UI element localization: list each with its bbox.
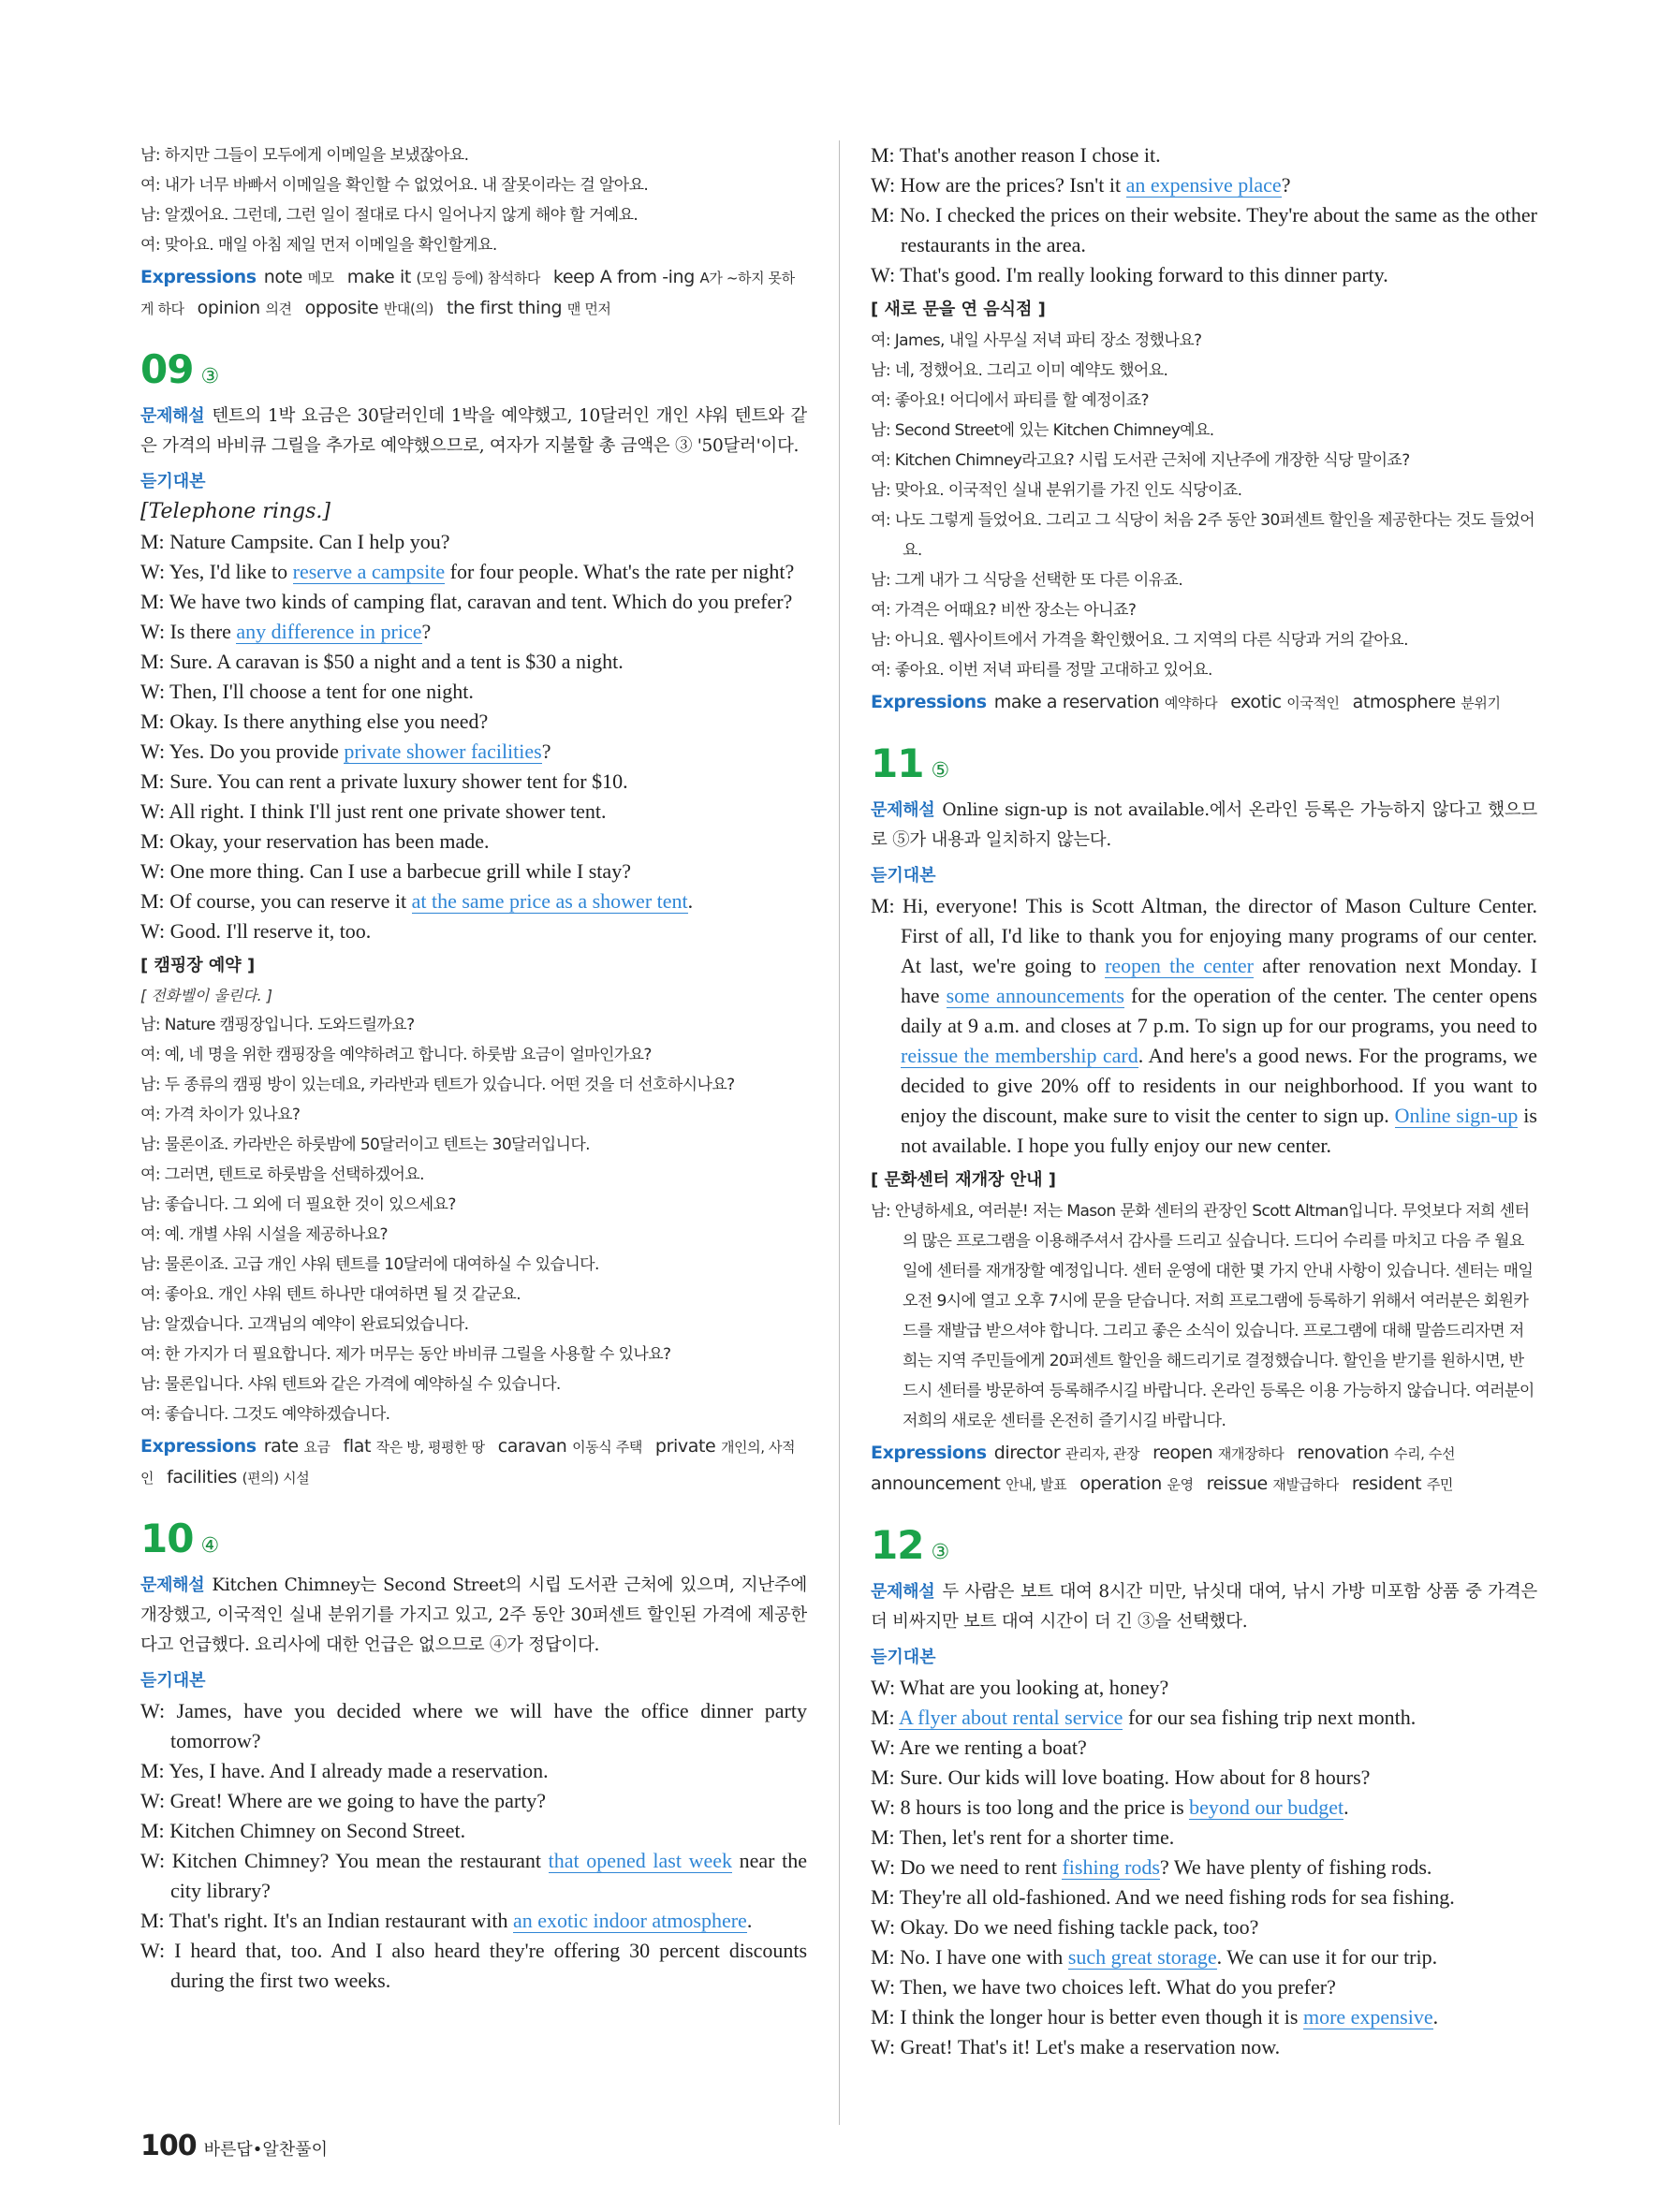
line-text: . xyxy=(1343,1795,1349,1819)
line-text: Is there xyxy=(169,620,237,643)
script-label: 듣기대본 xyxy=(140,1671,206,1691)
korean-line: 여: 좋아요. 이번 저녁 파티를 정말 고대하고 있어요. xyxy=(871,661,1212,680)
line-text: . We can use it for our trip. xyxy=(1216,1945,1438,1969)
line-text: One more thing. Can I use a barbecue grill while I stay? xyxy=(169,859,631,883)
line-text: ? xyxy=(1281,173,1291,197)
expression-meaning: 재발급하다 xyxy=(1272,1476,1339,1493)
korean-line: 여: James, 내일 사무실 저녁 파티 장소 정했나요? xyxy=(871,331,1202,350)
line-text: Kitchen Chimney? You mean the restaurant xyxy=(171,1849,549,1872)
expression-term: exotic xyxy=(1230,692,1287,712)
korean-line: 남: 네, 정했어요. 그리고 이미 예약도 했어요. xyxy=(871,361,1168,380)
speaker-label: M: xyxy=(871,2005,901,2029)
expression-meaning: (모임 등에) 참석하다 xyxy=(416,270,540,286)
q11-expressions xyxy=(871,1438,1537,1500)
dialogue-line xyxy=(871,1763,1537,1793)
speaker-label: W: xyxy=(871,1915,901,1939)
answer-mark: ③ xyxy=(931,1541,950,1564)
line-text: Kitchen Chimney on Second Street. xyxy=(169,1819,466,1842)
speaker-label: W: xyxy=(140,799,169,823)
expressions-label: Expressions xyxy=(140,267,257,287)
answer-mark: ③ xyxy=(200,365,220,388)
expression-term: facilities xyxy=(167,1467,242,1487)
dialogue-line xyxy=(140,797,807,827)
expression-meaning: 요금 xyxy=(303,1439,330,1456)
speaker-label: W: xyxy=(871,1736,900,1759)
dialogue-line xyxy=(140,707,807,737)
speaker-label: W: xyxy=(871,2035,901,2058)
line-text: Hi, everyone! This is Scott Altman, the director of Mason Culture Center. First of all, I'd like to thank you for enjoying many programs of our center. At last, we're going to xyxy=(901,894,1537,977)
expression-term: renovation xyxy=(1297,1443,1394,1463)
q11-korean-title: [ 문화센터 재개장 안내 ] xyxy=(871,1170,1057,1190)
korean-line: 남: 두 종류의 캠핑 방이 있는데요, 카라반과 텐트가 있습니다. 어떤 것을 더 선호하시나요? xyxy=(140,1076,735,1094)
line-text: after renovation next Monday. I have xyxy=(901,954,1537,1007)
expression-term: announcement xyxy=(871,1473,1006,1494)
speaker-label: M: xyxy=(871,1706,899,1729)
line-text: Good. I'll reserve it, too. xyxy=(169,919,372,943)
key-phrase: reserve a campsite xyxy=(292,560,446,583)
line-text: for the operation of the center. The center opens daily at 9 a.m. and closes at 7 p.m. To sign up for our programs, you need to xyxy=(901,984,1537,1037)
key-phrase: fishing rods xyxy=(1062,1855,1160,1879)
monologue-text xyxy=(871,891,1537,1161)
expression-term: flat xyxy=(343,1436,376,1457)
line-text: Yes, I'd like to xyxy=(169,560,293,583)
expression-meaning: 작은 방, 평평한 땅 xyxy=(375,1439,485,1456)
line-text: James, have you decided where we will have the office dinner party tomorrow? xyxy=(170,1699,807,1752)
line-text: for our sea fishing trip next month. xyxy=(1123,1706,1417,1729)
key-phrase: Online sign-up xyxy=(1394,1104,1519,1127)
line-text: Okay. Do we need fishing tackle pack, too? xyxy=(900,1915,1259,1939)
expression-meaning: 반대(의) xyxy=(383,300,433,317)
line-text: Are we renting a boat? xyxy=(899,1736,1087,1759)
dialogue-line xyxy=(140,1906,807,1936)
dialogue-line xyxy=(140,677,807,707)
speaker-label: M: xyxy=(871,1765,901,1789)
q10-korean-translation xyxy=(871,326,1537,685)
q11-korean-translation: 남: 안녕하세요, 여러분! 저는 Mason 문화 센터의 관장인 Scott Altman입니다. 무엇보다 저희 센터의 많은 프로그램을 이용해주셔서 감사를 드리고 싶습니다. 드디어 수리를 마치고 다음 주 월요일에 센터를 재개장할 예정입니다. 센터 운영에 대한 몇 가지 안내 사항이 있습니다. 센터는 매일 오전 9시에 열고 오후 7시에 문을 닫습니다. 저희 프로그램에 등록하기 위해서 여러분은 회원카드를 재발급 받으셔야 합니다. 그리고 좋은 소식이 있습니다. 프로그램에 대해 말씀드리자면 저희는 지역 주민들에게 20퍼센트 할인을 해드리기로 결정했습니다. 할인을 받기를 원하시면, 반드시 센터를 방문하여 등록해주시길 바랍니다. 온라인 등록은 이용 가능하지 않습니다. 여러분이 저희의 새로운 센터를 온전히 즐기시길 바랍니다. xyxy=(871,1202,1534,1430)
expression-term: make it xyxy=(346,267,417,287)
expression-meaning: 재개장하다 xyxy=(1217,1445,1285,1462)
dialogue-line xyxy=(871,1673,1537,1703)
q8-expressions xyxy=(140,262,807,324)
speaker-label: W: xyxy=(140,1849,172,1872)
line-text: Great! That's it! Let's make a reservation now. xyxy=(900,2035,1281,2058)
korean-line: 여: 한 가지가 더 필요합니다. 제가 머무는 동안 바비큐 그릴을 사용할 수 있나요? xyxy=(140,1345,671,1364)
korean-line: 여: 예, 네 명을 위한 캠핑장을 예약하려고 합니다. 하룻밤 요금이 얼마인가요? xyxy=(140,1046,652,1064)
dialogue-line xyxy=(140,1786,807,1816)
q9-korean-title: [ 캠핑장 예약 ] xyxy=(140,956,256,975)
speaker-label: W: xyxy=(140,620,170,643)
q11-header xyxy=(871,742,1537,794)
line-text: ? xyxy=(541,740,551,763)
expression-term: resident xyxy=(1351,1473,1427,1494)
dialogue-line xyxy=(140,557,807,587)
line-text: Nature Campsite. Can I help you? xyxy=(169,530,450,553)
speaker-label: M: xyxy=(871,1945,901,1969)
korean-line: 남: 물론입니다. 샤워 텐트와 같은 가격에 예약하실 수 있습니다. xyxy=(140,1375,561,1394)
dialogue-line xyxy=(871,200,1537,260)
expression-term: reopen xyxy=(1152,1443,1218,1463)
expression-meaning: 수리, 수선 xyxy=(1393,1445,1456,1462)
korean-line: 여: 좋아요. 개인 샤워 텐트 하나만 대여하면 될 것 같군요. xyxy=(140,1285,521,1304)
dialogue-line xyxy=(871,1853,1537,1882)
line-text: Yes, I have. And I already made a reservation. xyxy=(169,1759,549,1782)
line-text: Great! Where are we going to have the party? xyxy=(169,1789,547,1812)
line-text: for four people. What's the rate per night? xyxy=(445,560,795,583)
speaker-label: W: xyxy=(871,1676,901,1699)
q12-header xyxy=(871,1524,1537,1575)
line-text: Okay. Is there anything else you need? xyxy=(169,710,489,733)
line-text: Sure. You can rent a private luxury shower tent for $10. xyxy=(169,769,628,793)
dialogue-line xyxy=(140,1756,807,1786)
expression-meaning: 이국적인 xyxy=(1286,695,1340,711)
dialogue-line xyxy=(871,2002,1537,2032)
q10-korean-title: [ 새로 문을 연 음식점 ] xyxy=(871,300,1046,319)
speaker-label: M: xyxy=(871,894,903,917)
script-label: 듣기대본 xyxy=(871,866,936,886)
expressions-label: Expressions xyxy=(871,1443,987,1463)
dialogue-line xyxy=(140,617,807,647)
key-phrase: an expensive place xyxy=(1125,173,1282,197)
speaker-label: W: xyxy=(140,1789,170,1812)
expression-meaning: 메모 xyxy=(307,270,334,286)
line-text: ? xyxy=(421,620,432,643)
dialogue-line xyxy=(140,916,807,946)
dialogue-line xyxy=(140,1936,807,1996)
expression-term: the first thing xyxy=(446,298,567,318)
expression-meaning: 안내, 발표 xyxy=(1006,1476,1067,1493)
expression-term: atmosphere xyxy=(1352,692,1461,712)
q11-solution: 문제해설 Online sign-up is not available.에서 온라인 등록은 가능하지 않다고 했으므로 ⑤가 내용과 일치하지 않는다. xyxy=(871,800,1537,850)
dialogue-line xyxy=(140,857,807,886)
speaker-label: W: xyxy=(140,560,169,583)
column-divider xyxy=(839,140,840,2125)
expression-meaning: 예약하다 xyxy=(1164,695,1218,711)
dialogue-line xyxy=(871,1882,1537,1912)
key-phrase: more expensive xyxy=(1302,2005,1433,2029)
stage-direction: [Telephone rings.] xyxy=(140,500,330,523)
dialogue-line xyxy=(140,647,807,677)
line-text: I think the longer hour is better even though it is xyxy=(900,2005,1303,2029)
key-phrase: beyond our budget xyxy=(1189,1795,1344,1819)
speaker-label: M: xyxy=(140,1819,170,1842)
question-number: 09 xyxy=(140,346,194,392)
expressions-label: Expressions xyxy=(140,1436,257,1457)
script-label: 듣기대본 xyxy=(871,1648,936,1667)
expression-term: make a reservation xyxy=(993,692,1165,712)
dialogue-line xyxy=(140,527,807,557)
line-text: What are you looking at, honey? xyxy=(900,1676,1169,1699)
korean-line: 남: 그게 내가 그 식당을 선택한 또 다른 이유죠. xyxy=(871,571,1183,590)
dialogue-line xyxy=(140,1816,807,1846)
speaker-label: M: xyxy=(140,650,170,673)
korean-line: 여: 가격 차이가 있나요? xyxy=(140,1106,301,1124)
speaker-label: M: xyxy=(140,829,170,853)
line-text: Then, we have two choices left. What do you prefer? xyxy=(900,1975,1336,1999)
speaker-label: M: xyxy=(140,889,170,913)
dialogue-line xyxy=(871,1942,1537,1972)
question-number: 10 xyxy=(140,1516,194,1561)
korean-line: 여: 좋습니다. 그것도 예약하겠습니다. xyxy=(140,1405,390,1424)
expression-term: private xyxy=(654,1436,721,1457)
page-footer xyxy=(140,2130,328,2162)
korean-line: 남: 알겠습니다. 고객님의 예약이 완료되었습니다. xyxy=(140,1315,469,1334)
expression-term: rate xyxy=(263,1436,304,1457)
speaker-label: M: xyxy=(140,1909,169,1932)
speaker-label: M: xyxy=(140,1759,169,1782)
expression-term: operation xyxy=(1079,1473,1167,1494)
dialogue-line xyxy=(140,1696,807,1756)
key-phrase: that opened last week xyxy=(548,1849,733,1872)
line-text: Yes. Do you provide xyxy=(169,740,345,763)
q9-header xyxy=(140,348,807,400)
q10-solution: 문제해설 Kitchen Chimney는 Second Street의 시립 도서관 근처에 있으며, 지난주에 개장했고, 이국적인 실내 분위기를 가지고 있고, 2주 동안 30퍼센트 할인된 가격에 제공한다고 언급했다. 요리사에 대한 언급은 없으므로 ④가 정답이다. xyxy=(140,1575,807,1655)
line-text: Then, let's rent for a shorter time. xyxy=(899,1825,1175,1849)
korean-line: 남: 아니요. 웹사이트에서 가격을 확인했어요. 그 지역의 다른 식당과 거의 같아요. xyxy=(871,631,1408,650)
q9-solution: 문제해설 텐트의 1박 요금은 30달러인데 1박을 예약했고, 10달러인 개인 샤워 텐트와 같은 가격의 바비큐 그릴을 추가로 예약했으므로, 여자가 지불할 총 금액은 ③ '50달러'이다. xyxy=(140,406,807,456)
speaker-label: M: xyxy=(871,1885,900,1909)
q11-monologue xyxy=(871,891,1537,1161)
line-text: They're all old-fashioned. And we need fishing rods for sea fishing. xyxy=(899,1885,1455,1909)
korean-line: 여: 예. 개별 샤워 시설을 제공하나요? xyxy=(140,1225,388,1244)
speaker-label: W: xyxy=(871,1795,901,1819)
key-phrase: some announcements xyxy=(946,984,1124,1007)
korean-line: 남: 물론이죠. 고급 개인 샤워 텐트를 10달러에 대여하실 수 있습니다. xyxy=(140,1255,599,1274)
expression-meaning: 개인의, 사적인 xyxy=(140,1439,796,1487)
q9-korean-translation xyxy=(140,1010,807,1429)
expression-meaning: 운영 xyxy=(1167,1476,1194,1493)
speaker-label: W: xyxy=(871,263,901,286)
q10-dialogue xyxy=(140,1696,807,1996)
expression-meaning: 의견 xyxy=(265,300,292,317)
line-text: No. I checked the prices on their website. They're about the same as the other restaurants in the area. xyxy=(900,203,1537,256)
expression-term: reissue xyxy=(1206,1473,1273,1494)
q10-expressions xyxy=(871,687,1537,718)
line-text: I heard that, too. And I also heard they're offering 30 percent discounts during the first two weeks. xyxy=(170,1939,807,1992)
line-text: ? We have plenty of fishing rods. xyxy=(1159,1855,1432,1879)
script-label: 듣기대본 xyxy=(140,472,206,491)
question-number: 11 xyxy=(871,740,924,786)
speaker-label: W: xyxy=(140,859,170,883)
korean-line: 남: 하지만 그들이 모두에게 이메일을 보냈잖아요. xyxy=(140,146,469,165)
dialogue-line xyxy=(140,587,807,617)
line-text: That's right. It's an Indian restaurant with xyxy=(169,1909,513,1932)
dialogue-line xyxy=(871,1733,1537,1763)
q12-dialogue xyxy=(871,1673,1537,2062)
key-phrase: such great storage xyxy=(1067,1945,1217,1969)
question-number: 12 xyxy=(871,1522,924,1568)
dialogue-line xyxy=(140,827,807,857)
dialogue-line xyxy=(871,260,1537,290)
speaker-label: W: xyxy=(140,1939,175,1962)
expression-term: opinion xyxy=(197,298,266,318)
dialogue-line xyxy=(140,886,807,916)
line-text: Sure. A caravan is $50 a night and a tent is $30 a night. xyxy=(169,650,624,673)
line-text: Okay, your reservation has been made. xyxy=(169,829,490,853)
q10-dialogue-continued xyxy=(871,140,1537,290)
line-text: 8 hours is too long and the price is xyxy=(900,1795,1190,1819)
korean-line: 남: 물론이죠. 카라반은 하룻밤에 50달러이고 텐트는 30달러입니다. xyxy=(140,1135,590,1154)
line-text: That's another reason I chose it. xyxy=(899,143,1161,167)
q12-solution: 문제해설 두 사람은 보트 대여 8시간 미만, 낚싯대 대여, 낚시 가방 미포함 상품 중 가격은 더 비싸지만 보트 대여 시간이 더 긴 ③을 선택했다. xyxy=(871,1582,1537,1632)
expression-meaning: 분위기 xyxy=(1461,695,1501,711)
key-phrase: an exotic indoor atmosphere xyxy=(512,1909,747,1932)
speaker-label: M: xyxy=(140,710,170,733)
key-phrase: A flyer about rental service xyxy=(898,1706,1123,1729)
solution-label: 문제해설 xyxy=(140,1575,205,1595)
dialogue-line xyxy=(871,140,1537,170)
key-phrase: any difference in price xyxy=(236,620,422,643)
line-text: . And here's a good news. For the programs, we decided to give 20% off to residents in our neighborhood. If you want to enjoy the discount, make sure to visit the center to sign up. xyxy=(901,1044,1537,1127)
korean-line: 여: Kitchen Chimney라고요? 시립 도서관 근처에 지난주에 개장한 식당 말이죠? xyxy=(871,451,1410,470)
expression-term: keep A from -ing xyxy=(552,267,700,287)
dialogue-line xyxy=(871,1972,1537,2002)
line-text: All right. I think I'll just rent one private shower tent. xyxy=(169,799,607,823)
speaker-label: M: xyxy=(140,530,170,553)
expression-term: opposite xyxy=(304,298,384,318)
line-text: . xyxy=(1432,2005,1439,2029)
speaker-label: W: xyxy=(140,740,169,763)
line-text: How are the prices? Isn't it xyxy=(900,173,1126,197)
korean-line: 여: 나도 그렇게 들었어요. 그리고 그 식당이 처음 2주 동안 30퍼센트 할인을 제공한다는 것도 들었어요. xyxy=(871,511,1535,560)
line-text: Of course, you can reserve it xyxy=(169,889,412,913)
korean-line: 남: 맞아요. 이국적인 실내 분위기를 가진 인도 식당이죠. xyxy=(871,481,1242,500)
speaker-label: M: xyxy=(871,203,901,227)
speaker-label: W: xyxy=(871,173,901,197)
right-column xyxy=(871,140,1537,2134)
line-text: Do we need to rent xyxy=(900,1855,1063,1879)
speaker-label: W: xyxy=(871,1975,901,1999)
dialogue-line xyxy=(140,737,807,767)
expression-term: caravan xyxy=(497,1436,573,1457)
line-text: Then, I'll choose a tent for one night. xyxy=(169,680,474,703)
dialogue-line xyxy=(871,1823,1537,1853)
expression-term: director xyxy=(993,1443,1065,1463)
dialogue-line xyxy=(140,767,807,797)
korean-line: 남: Nature 캠핑장입니다. 도와드릴까요? xyxy=(140,1016,415,1034)
dialogue-line xyxy=(871,1703,1537,1733)
speaker-label: W: xyxy=(140,680,170,703)
answer-mark: ④ xyxy=(200,1534,220,1558)
expression-meaning: 이동식 주택 xyxy=(572,1439,642,1456)
speaker-label: M: xyxy=(140,590,169,613)
line-text: . xyxy=(746,1909,753,1932)
expression-meaning: (편의) 시설 xyxy=(242,1470,310,1487)
line-text: is not available. I hope you fully enjoy our new center. xyxy=(901,1104,1537,1157)
speaker-label: M: xyxy=(140,769,170,793)
solution-label: 문제해설 xyxy=(871,1582,935,1602)
expressions-label: Expressions xyxy=(871,692,987,712)
line-text: near the city library? xyxy=(170,1849,807,1902)
key-phrase: reopen the center xyxy=(1105,954,1254,977)
korean-line: 남: 알겠어요. 그런데, 그런 일이 절대로 다시 일어나지 않게 해야 할 거예요. xyxy=(140,206,639,225)
dialogue-line xyxy=(871,1912,1537,1942)
speaker-label: M: xyxy=(871,143,900,167)
q9-korean-stage: [ 전화벨이 울린다. ] xyxy=(140,987,273,1004)
line-text: That's good. I'm really looking forward to this dinner party. xyxy=(900,263,1388,286)
solution-label: 문제해설 xyxy=(871,800,935,820)
dialogue-line xyxy=(871,2032,1537,2062)
speaker-label: W: xyxy=(871,1855,901,1879)
page-number: 100 xyxy=(140,2130,197,2162)
speaker-label: W: xyxy=(140,919,170,943)
answer-mark: ⑤ xyxy=(931,759,950,783)
dialogue-line xyxy=(871,1793,1537,1823)
korean-line: 여: 내가 너무 바빠서 이메일을 확인할 수 없었어요. 내 잘못이라는 걸 알아요. xyxy=(140,176,649,195)
line-text: No. I have one with xyxy=(900,1945,1068,1969)
korean-line: 남: 좋습니다. 그 외에 더 필요한 것이 있으세요? xyxy=(140,1195,456,1214)
speaker-label: W: xyxy=(140,1699,177,1722)
speaker-label: M: xyxy=(871,1825,900,1849)
expression-meaning: A가 ~하지 못하게 하다 xyxy=(140,270,795,317)
key-phrase: reissue the membership card xyxy=(901,1044,1138,1067)
korean-line: 여: 맞아요. 매일 아침 제일 먼저 이메일을 확인할게요. xyxy=(140,236,497,255)
korean-line: 남: Second Street에 있는 Kitchen Chimney예요. xyxy=(871,421,1214,440)
book-title: 바른답•알찬풀이 xyxy=(203,2140,328,2160)
line-text: We have two kinds of camping flat, caravan and tent. Which do you prefer? xyxy=(169,590,793,613)
key-phrase: at the same price as a shower tent xyxy=(411,889,688,913)
line-text: . xyxy=(687,889,694,913)
q10-header xyxy=(140,1517,807,1569)
korean-line: 여: 그러면, 텐트로 하룻밤을 선택하겠어요. xyxy=(140,1165,424,1184)
expression-meaning: 관리자, 관장 xyxy=(1064,1445,1140,1462)
line-text: Sure. Our kids will love boating. How about for 8 hours? xyxy=(900,1765,1371,1789)
korean-line: 여: 좋아요! 어디에서 파티를 할 예정이죠? xyxy=(871,391,1149,410)
q9-dialogue xyxy=(140,527,807,946)
left-column xyxy=(140,140,807,2116)
q9-expressions xyxy=(140,1431,807,1493)
q8-korean-translation xyxy=(140,140,807,260)
expression-meaning: 맨 먼저 xyxy=(566,300,611,317)
expression-term: note xyxy=(263,267,308,287)
key-phrase: private shower facilities xyxy=(344,740,542,763)
solution-label: 문제해설 xyxy=(140,406,205,426)
korean-line: 여: 가격은 어때요? 비싼 장소는 아니죠? xyxy=(871,601,1137,620)
dialogue-line xyxy=(140,1846,807,1906)
dialogue-line xyxy=(871,170,1537,200)
expression-meaning: 주민 xyxy=(1426,1476,1453,1493)
